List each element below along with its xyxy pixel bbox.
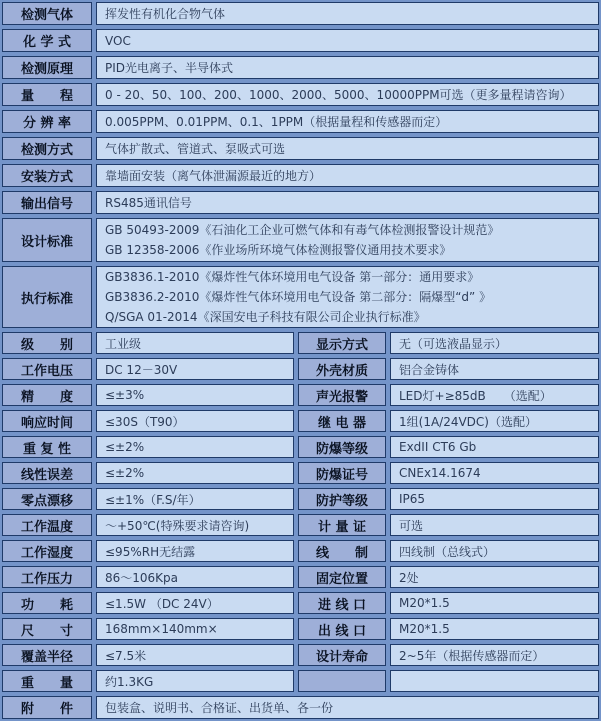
- spec-label: 显示方式: [298, 332, 386, 354]
- spec-row: [2, 566, 599, 588]
- spec-value: M20*1.5: [390, 618, 599, 640]
- spec-label: 出 线 口: [298, 618, 386, 640]
- spec-label: 分 辨 率: [2, 110, 92, 133]
- spec-label: 检测气体: [2, 2, 92, 25]
- spec-row: [2, 488, 599, 510]
- spec-value: M20*1.5: [390, 592, 599, 614]
- spec-label: 执行标准: [2, 266, 92, 328]
- spec-row: [2, 410, 599, 432]
- spec-label: 重 复 性: [2, 436, 92, 458]
- spec-row: [2, 137, 599, 160]
- spec-value: 86～106Kpa: [96, 566, 294, 588]
- spec-row: [2, 83, 599, 106]
- spec-row: [2, 644, 599, 666]
- spec-row: [2, 2, 599, 25]
- spec-row: [2, 462, 599, 484]
- spec-value: ≤7.5米: [96, 644, 294, 666]
- spec-value: ≤±3%: [96, 384, 294, 406]
- spec-row: [2, 436, 599, 458]
- spec-row: [2, 56, 599, 79]
- spec-label: 线 制: [298, 540, 386, 562]
- spec-label: 量 程: [2, 83, 92, 106]
- spec-label: 工作电压: [2, 358, 92, 380]
- spec-row: [2, 514, 599, 536]
- spec-label: 覆盖半径: [2, 644, 92, 666]
- spec-value: 0 - 20、50、100、200、1000、2000、5000、10000PPM可选（更多量程请咨询）: [96, 83, 599, 106]
- spec-row: [2, 696, 599, 719]
- spec-label-empty: [298, 670, 386, 692]
- spec-value: 2处: [390, 566, 599, 588]
- spec-label: 附 件: [2, 696, 92, 719]
- spec-label: 重 量: [2, 670, 92, 692]
- spec-value: 铝合金铸体: [390, 358, 599, 380]
- spec-label: 工作压力: [2, 566, 92, 588]
- spec-label: 安装方式: [2, 164, 92, 187]
- spec-label: 设计寿命: [298, 644, 386, 666]
- spec-row: [2, 164, 599, 187]
- spec-value: 168mm×140mm×: [96, 618, 294, 640]
- spec-value: DC 12－30V: [96, 358, 294, 380]
- spec-label: 设计标准: [2, 218, 92, 262]
- spec-row-exec-standard: [2, 266, 599, 328]
- spec-label: 精 度: [2, 384, 92, 406]
- spec-value: 2~5年（根据传感器而定）: [390, 644, 599, 666]
- spec-value: ≤30S（T90）: [96, 410, 294, 432]
- spec-label: 检测原理: [2, 56, 92, 79]
- standard-line: Q/SGA 01-2014《深国安电子科技有限公司企业执行标准》: [105, 310, 426, 324]
- spec-row: [2, 110, 599, 133]
- spec-row: [2, 592, 599, 614]
- spec-label: 响应时间: [2, 410, 92, 432]
- standard-line: GB 12358-2006《作业场所环境气体检测报警仪通用技术要求》: [105, 243, 452, 257]
- spec-label: 固定位置: [298, 566, 386, 588]
- spec-value: CNEx14.1674: [390, 462, 599, 484]
- spec-label: 工作湿度: [2, 540, 92, 562]
- spec-row: [2, 358, 599, 380]
- spec-label: 防护等级: [298, 488, 386, 510]
- spec-label: 防爆等级: [298, 436, 386, 458]
- spec-label: 继 电 器: [298, 410, 386, 432]
- spec-label: 输出信号: [2, 191, 92, 214]
- spec-row: [2, 384, 599, 406]
- spec-value: 四线制（总线式）: [390, 540, 599, 562]
- spec-label: 工作温度: [2, 514, 92, 536]
- spec-value: VOC: [96, 29, 599, 52]
- spec-row: [2, 618, 599, 640]
- spec-label: 计 量 证: [298, 514, 386, 536]
- spec-value: 挥发性有机化合物气体: [96, 2, 599, 25]
- spec-value-empty: [390, 670, 599, 692]
- spec-value: 约1.3KG: [96, 670, 294, 692]
- spec-label: 检测方式: [2, 137, 92, 160]
- spec-value: ExdII CT6 Gb: [390, 436, 599, 458]
- spec-value: 无（可选液晶显示）: [390, 332, 599, 354]
- spec-value: 靠墙面安装（离气体泄漏源最近的地方）: [96, 164, 599, 187]
- spec-value: [96, 266, 599, 328]
- spec-value: 气体扩散式、管道式、泵吸式可选: [96, 137, 599, 160]
- spec-row: [2, 540, 599, 562]
- spec-label: 化 学 式: [2, 29, 92, 52]
- standard-line: GB3836.1-2010《爆炸性气体环境用电气设备 第一部分：通用要求》: [105, 270, 480, 284]
- spec-value: PID光电离子、半导体式: [96, 56, 599, 79]
- spec-label: 防爆证号: [298, 462, 386, 484]
- spec-row: [2, 670, 599, 692]
- spec-value: 工业级: [96, 332, 294, 354]
- spec-label: 功 耗: [2, 592, 92, 614]
- spec-value: [96, 218, 599, 262]
- spec-value: 1组(1A/24VDC)（选配）: [390, 410, 599, 432]
- spec-label: 尺 寸: [2, 618, 92, 640]
- spec-row: [2, 191, 599, 214]
- spec-row: [2, 332, 599, 354]
- spec-label: 进 线 口: [298, 592, 386, 614]
- spec-value: ≤1.5W （DC 24V）: [96, 592, 294, 614]
- spec-value: ～+50℃(特殊要求请咨询): [96, 514, 294, 536]
- spec-value: RS485通讯信号: [96, 191, 599, 214]
- spec-row-design-standard: [2, 218, 599, 262]
- spec-label: 声光报警: [298, 384, 386, 406]
- spec-value: ≤±2%: [96, 462, 294, 484]
- spec-label: 线性误差: [2, 462, 92, 484]
- spec-value: 包装盒、说明书、合格证、出货单、各一份: [96, 696, 599, 719]
- spec-value: ≤95%RH无结露: [96, 540, 294, 562]
- spec-label: 零点漂移: [2, 488, 92, 510]
- spec-value: ≤±1%（F.S/年）: [96, 488, 294, 510]
- spec-row: [2, 29, 599, 52]
- spec-label: 级 别: [2, 332, 92, 354]
- spec-value: 可选: [390, 514, 599, 536]
- standard-line: GB3836.2-2010《爆炸性气体环境用电气设备 第二部分：隔爆型“d” 》: [105, 290, 492, 304]
- spec-label: 外壳材质: [298, 358, 386, 380]
- spec-value: IP65: [390, 488, 599, 510]
- spec-value: LED灯+≥85dB （选配）: [390, 384, 599, 406]
- spec-value: ≤±2%: [96, 436, 294, 458]
- standard-line: GB 50493-2009《石油化工企业可燃气体和有毒气体检测报警设计规范》: [105, 223, 500, 237]
- spec-value: 0.005PPM、0.01PPM、0.1、1PPM（根据量程和传感器而定）: [96, 110, 599, 133]
